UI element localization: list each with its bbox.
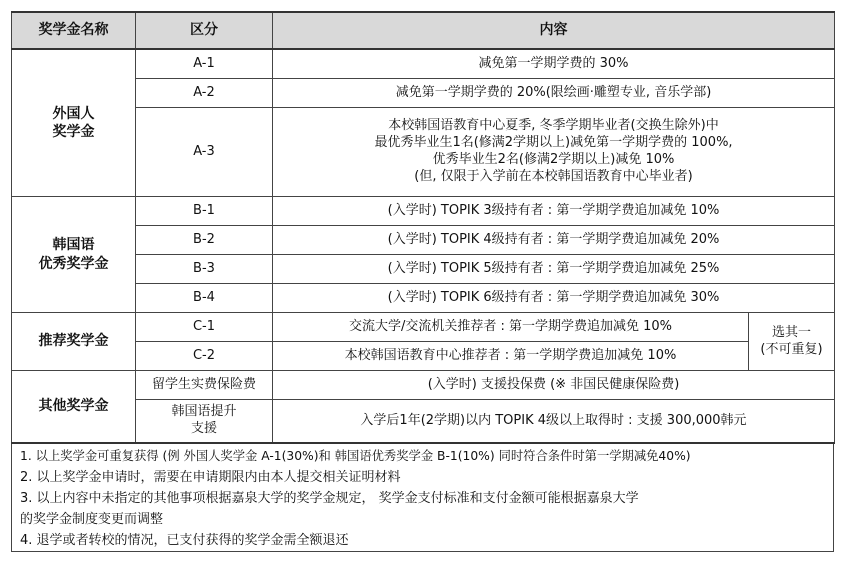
group-name-korean (12, 197, 136, 313)
table-row (12, 313, 835, 342)
row-code: 留学生实费保险费 (136, 371, 273, 400)
note-line: 1. 以上奖学金可重复获得 (例 外国人奖学金 A-1(30%)和 韩国语优秀奖学金 B-1(10%) 同时符合条件时第一学期减免40%) (20, 449, 691, 463)
scholarship-table (11, 11, 835, 444)
note-line: 2. 以上奖学金申请时，需要在申请期限内由本人提交相关证明材料 (20, 470, 401, 485)
row-code: A-1 (136, 49, 273, 79)
table-row (12, 255, 835, 284)
group-name-foreign (12, 49, 136, 197)
table-row (12, 197, 835, 226)
header-category: 区分 (136, 12, 273, 49)
row-code: B-1 (136, 197, 273, 226)
table-row (12, 226, 835, 255)
choose-one-line: 选其一 (771, 324, 811, 340)
row-code: A-3 (136, 108, 273, 197)
row-content: 减免第一学期学费的 20%(限绘画·雕塑专业, 音乐学部) (273, 79, 835, 108)
notes-section (11, 444, 834, 552)
row-code-multiline (136, 400, 273, 444)
row-content: (入学时) TOPIK 6级持有者 : 第一学期学费追加减免 30% (273, 284, 835, 313)
row-content-multiline (273, 108, 835, 197)
row-content: (入学时) 支援投保费 (※ 非国民健康保险费) (273, 371, 835, 400)
content-line: 优秀毕业生2名(修满2学期以上)减免 10% (432, 152, 675, 167)
group-name-line: 奖学金 (52, 124, 95, 140)
content-line: 最优秀毕业生1名(修满2学期以上)减免第一学期学费的 100%, (374, 135, 733, 151)
row-code: C-1 (136, 313, 273, 342)
code-line: 支援 (190, 421, 217, 436)
header-name: 奖学金名称 (12, 12, 136, 49)
group-name-recommend: 推荐奖学金 (12, 313, 136, 371)
row-code: B-2 (136, 226, 273, 255)
content-line: 本校韩国语教育中心夏季, 冬季学期毕业者(交换生除外)中 (388, 118, 719, 134)
table-row (12, 108, 835, 197)
group-name-line: 优秀奖学金 (38, 255, 109, 272)
header-row (12, 12, 835, 49)
row-content: 交流大学/交流机关推荐者 : 第一学期学费追加减免 10% (273, 313, 749, 342)
group-name-other: 其他奖学金 (12, 371, 136, 444)
choose-one-line: (不可重复) (760, 341, 823, 357)
table-row (12, 400, 835, 444)
note-line: 4. 退学或者转校的情况，已支付获得的奖学金需全额退还 (20, 533, 349, 548)
row-content: (入学时) TOPIK 4级持有者 : 第一学期学费追加减免 20% (273, 226, 835, 255)
table-row (12, 284, 835, 313)
row-content: 本校韩国语教育中心推荐者 : 第一学期学费追加减免 10% (273, 342, 749, 371)
group-name-line: 外国人 (52, 105, 95, 122)
row-code: C-2 (136, 342, 273, 371)
table-row (12, 79, 835, 108)
code-line: 韩国语提升 (171, 404, 237, 420)
note-line: 3. 以上内容中未指定的其他事项根据嘉泉大学的奖学金规定， 奖学金支付标准和支付金额可能根据嘉泉大学 (20, 491, 639, 506)
table-row (12, 371, 835, 400)
row-content: (入学时) TOPIK 3级持有者 : 第一学期学费追加减免 10% (273, 197, 835, 226)
table-row (12, 342, 835, 371)
content-line: (但, 仅限于入学前在本校韩国语教育中心毕业者) (414, 168, 693, 184)
choose-one-note (749, 313, 835, 371)
table-row (12, 49, 835, 79)
row-content: 减免第一学期学费的 30% (273, 49, 835, 79)
row-code: B-3 (136, 255, 273, 284)
row-content: (入学时) TOPIK 5级持有者 : 第一学期学费追加减免 25% (273, 255, 835, 284)
group-name-line: 韩国语 (52, 237, 95, 254)
row-code: B-4 (136, 284, 273, 313)
header-content: 内容 (273, 12, 835, 49)
row-code: A-2 (136, 79, 273, 108)
scholarship-document (11, 11, 834, 552)
row-content: 入学后1年(2学期)以内 TOPIK 4级以上取得时 : 支援 300,000韩元 (273, 400, 835, 444)
note-line: 的奖学金制度变更而调整 (20, 512, 164, 527)
